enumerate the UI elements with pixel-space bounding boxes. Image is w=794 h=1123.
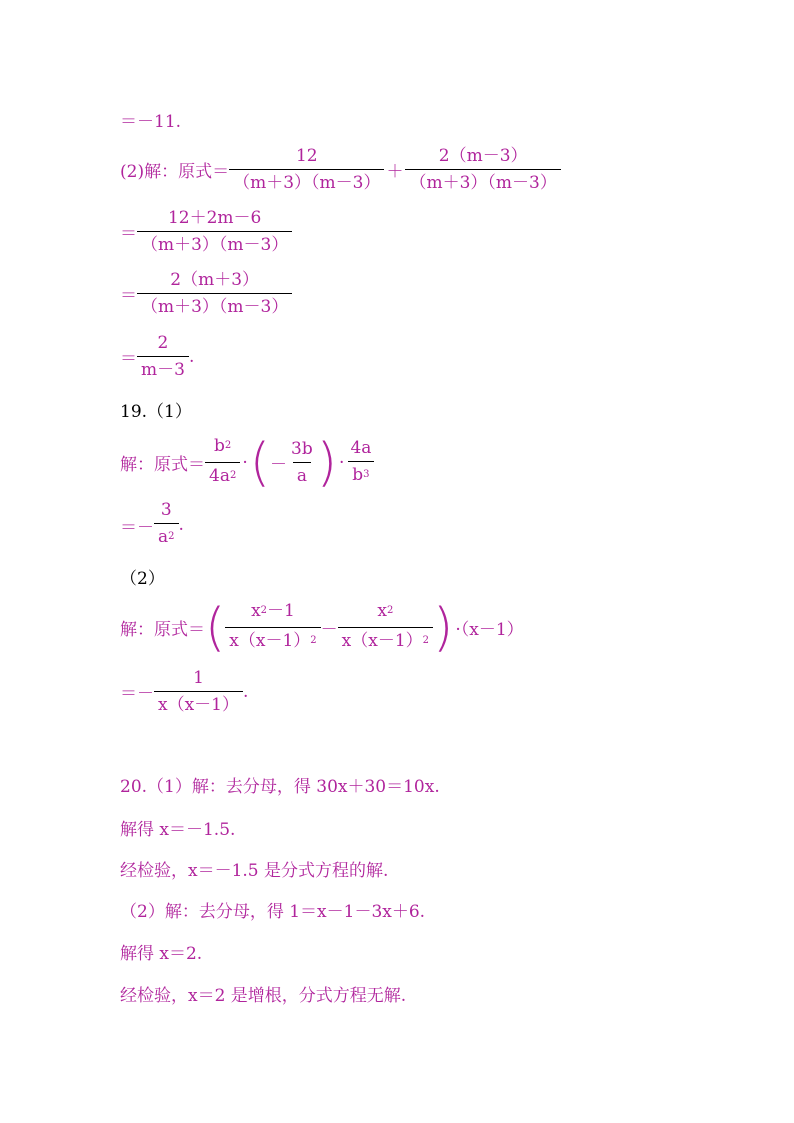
- fraction: [338, 601, 433, 654]
- base: b: [352, 464, 364, 485]
- equals: ＝: [120, 224, 137, 244]
- numerator: 3: [160, 500, 172, 520]
- fraction: [346, 438, 375, 488]
- denominator: （m＋3）（m－3）: [229, 169, 384, 193]
- line-result-1: [120, 107, 181, 132]
- exponent: 2: [310, 635, 317, 646]
- denominator: [348, 461, 373, 488]
- exponent: 2: [229, 470, 237, 481]
- fraction: [137, 208, 292, 255]
- fraction: [137, 270, 292, 317]
- numerator: 1: [193, 668, 204, 688]
- text: 解：原式＝: [120, 455, 205, 475]
- base: x: [251, 601, 261, 621]
- numerator: 12＋2m－6: [167, 208, 262, 228]
- fraction: [154, 500, 179, 550]
- fraction: [287, 439, 317, 486]
- exponent: 2: [224, 440, 232, 451]
- line-q20-1-check: [120, 856, 388, 881]
- line-q20-2: [120, 897, 425, 922]
- text: 经检验，x＝－1.5 是分式方程的解.: [120, 861, 389, 881]
- text: 解：原式＝: [120, 620, 205, 640]
- base: a: [158, 527, 169, 547]
- left-paren: (: [249, 432, 271, 493]
- line-q18-2-result: [120, 333, 194, 380]
- numerator: 4a: [350, 437, 372, 458]
- text: （2）: [120, 569, 165, 589]
- equals: ＝－: [120, 684, 154, 704]
- text: 20.（1）解：去分母，得 30x＋30＝10x.: [120, 777, 440, 797]
- exponent: 2: [422, 635, 430, 646]
- text: 解得 x＝2.: [120, 944, 203, 964]
- fraction: [405, 146, 560, 193]
- fraction: [137, 333, 189, 380]
- exponent: 2: [260, 605, 268, 616]
- minus: －: [320, 620, 338, 640]
- text: （2）解：去分母，得 1＝x－1－3x＋6.: [120, 902, 426, 922]
- rest: －1: [267, 601, 295, 621]
- fraction: [229, 146, 384, 193]
- line-q19-2-start: [120, 597, 526, 658]
- denominator: a: [293, 462, 311, 486]
- numerator: 2: [157, 333, 169, 353]
- line-q18-2-step3: [120, 270, 292, 317]
- right-paren: ): [433, 597, 454, 658]
- denominator: m－3: [137, 356, 189, 380]
- text: 经检验，x＝2 是增根，分式方程无解.: [120, 986, 407, 1006]
- base: x（x－1）: [341, 631, 423, 651]
- right-paren: ): [316, 432, 338, 493]
- numerator: [210, 436, 235, 462]
- line-q19-2-result: [120, 668, 248, 715]
- equals: ＝－: [120, 517, 154, 538]
- denominator: （m＋3）（m－3）: [137, 231, 292, 255]
- line-q19-1-start: [120, 432, 375, 493]
- line-q20-2-check: [120, 981, 406, 1006]
- numerator: 2（m－3）: [438, 146, 528, 166]
- period: .: [188, 346, 195, 367]
- line-q20-1: [120, 772, 440, 797]
- denominator: （m＋3）（m－3）: [405, 169, 560, 193]
- tail: ·（x－1）: [455, 620, 524, 640]
- denominator: [338, 627, 433, 654]
- minus: －: [270, 455, 288, 475]
- text: (2)解：原式＝: [120, 162, 230, 182]
- text: ＝－11.: [120, 112, 182, 132]
- exponent: 2: [386, 605, 394, 616]
- line-q18-2-start: [120, 146, 561, 193]
- left-paren: (: [205, 597, 226, 658]
- question-19-heading: [120, 397, 192, 422]
- period: .: [243, 681, 249, 702]
- base: 4a: [209, 466, 230, 486]
- numerator: 3b: [291, 439, 313, 459]
- fraction: [225, 601, 320, 654]
- text: 解得 x＝－1.5.: [120, 820, 236, 840]
- operator: ＋: [386, 162, 404, 182]
- base: x（x－1）: [229, 631, 311, 651]
- denominator: [225, 627, 320, 654]
- numerator: [373, 601, 397, 627]
- multiply-dot: ·: [242, 452, 248, 473]
- line-q18-2-step2: [120, 208, 292, 255]
- base: b: [214, 436, 225, 456]
- text: 19.（1）: [120, 402, 192, 422]
- numerator: 2（m＋3）: [170, 270, 260, 290]
- equals: ＝: [120, 286, 137, 306]
- line-q20-2-solve: [120, 939, 202, 964]
- line-q19-1-result: [120, 500, 184, 550]
- multiply-dot: ·: [339, 452, 345, 473]
- denominator: （m＋3）（m－3）: [137, 293, 292, 317]
- fraction: [205, 436, 240, 489]
- denominator: x（x－1）: [154, 691, 243, 715]
- question-19-2-heading: [120, 564, 165, 589]
- exponent: 3: [363, 468, 370, 480]
- fraction: [154, 668, 243, 715]
- denominator: [205, 462, 240, 489]
- exponent: 2: [168, 531, 175, 542]
- base: x: [377, 601, 387, 621]
- denominator: [154, 523, 179, 550]
- numerator: 12: [295, 146, 318, 166]
- equals: ＝: [120, 349, 137, 369]
- line-q20-1-solve: [120, 815, 235, 840]
- period: .: [178, 515, 184, 535]
- numerator: [247, 601, 299, 627]
